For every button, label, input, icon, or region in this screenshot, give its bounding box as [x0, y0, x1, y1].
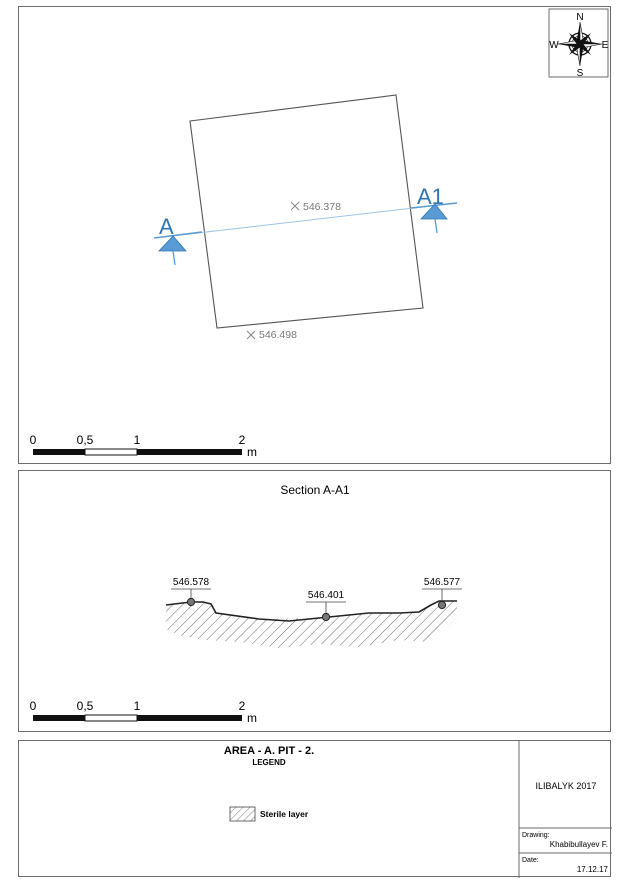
scale-tick-label: 0: [29, 433, 37, 447]
scale-segment: [85, 449, 137, 455]
sterile-layer-swatch-icon: [230, 807, 255, 821]
scale-segment: [85, 715, 137, 721]
plan-panel: [18, 6, 611, 464]
title-block-drawing: [19, 741, 612, 878]
section-point-label: 546.401: [307, 590, 345, 601]
project-name: ILIBALYK 2017: [535, 781, 597, 791]
drawing-caption: Drawing:: [522, 832, 550, 839]
scale-segment: [137, 715, 242, 721]
legend-heading: LEGEND: [252, 758, 286, 767]
scale-unit-label: m: [247, 711, 257, 725]
section-panel: [18, 470, 611, 732]
compass-e-label: E: [601, 40, 609, 51]
section-point-label: 546.577: [423, 577, 461, 588]
sterile-layer-hatching: [166, 601, 457, 648]
compass-w-label: W: [549, 40, 559, 51]
scale-tick-label: 2: [238, 433, 246, 447]
section-scale-bar: [30, 699, 257, 725]
elevation-center-label: 546.378: [303, 201, 341, 213]
scale-tick-label: 0,5: [76, 433, 94, 447]
scale-unit-label: m: [247, 445, 257, 459]
compass-s-label: S: [576, 68, 584, 79]
scale-segment: [137, 449, 242, 455]
elevation-center-marker-icon: [291, 202, 299, 210]
scale-tick-label: 0: [29, 699, 37, 713]
survey-point-icon: [438, 601, 445, 608]
legend-item-label: Sterile layer: [260, 809, 309, 819]
scale-tick-label: 1: [133, 433, 141, 447]
survey-point-icon: [187, 598, 194, 605]
section-title: Section A-A1: [280, 483, 350, 497]
scale-segment: [33, 715, 85, 721]
section-start-label: A: [159, 214, 174, 239]
compass-rose: [549, 9, 609, 79]
survey-point-icon: [322, 613, 329, 620]
section-point-1: [171, 577, 211, 606]
section-drawing: [19, 471, 612, 733]
date-value: 17.12.17: [576, 865, 608, 874]
scale-tick-label: 0,5: [76, 699, 94, 713]
title-block: [18, 740, 611, 877]
plan-drawing: [19, 7, 612, 465]
plan-scale-bar: [30, 433, 257, 459]
section-start-tick: [173, 251, 175, 265]
compass-n-label: N: [576, 12, 584, 23]
section-end-label: A1: [417, 184, 444, 209]
section-end-tick: [435, 219, 437, 233]
section-point-label: 546.578: [172, 577, 210, 588]
scale-tick-label: 1: [133, 699, 141, 713]
elevation-corner-marker-icon: [247, 331, 255, 339]
date-caption: Date:: [522, 857, 539, 864]
drawing-author: Khabibullayev F.: [549, 840, 608, 849]
elevation-corner-label: 546.498: [259, 329, 297, 341]
scale-tick-label: 2: [238, 699, 246, 713]
scale-segment: [33, 449, 85, 455]
title-block-title: AREA - A. PIT - 2.: [223, 745, 315, 757]
